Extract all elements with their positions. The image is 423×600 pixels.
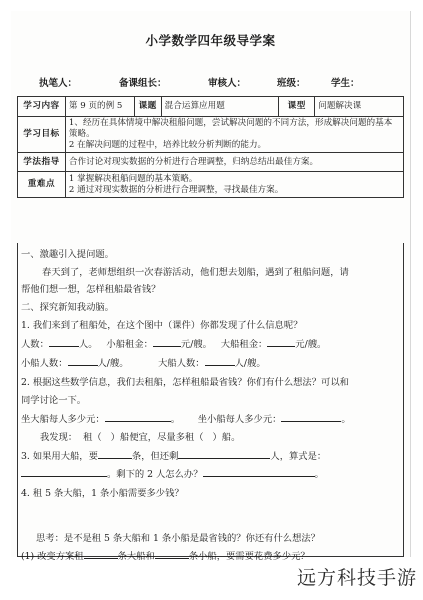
worksheet-page (11, 11, 411, 562)
class-field: 班级： (277, 78, 306, 89)
info-row-2 (21, 355, 266, 369)
remaining-people-blank[interactable] (178, 448, 270, 459)
big-boat-rent-unit: 元/艘。 (295, 339, 327, 350)
question-3-cont: 。剩下的 2 人怎么办？ 。 (21, 466, 324, 480)
section-1-heading: 一、激趣引入提问题。 (21, 249, 114, 260)
small-boat-capacity-label: 小船人数： (21, 358, 68, 369)
small-boat-per-person-blank[interactable] (281, 411, 341, 422)
small-boat-rent-blank[interactable] (153, 336, 181, 347)
remaining-answer-blank[interactable] (203, 466, 315, 477)
plan-change-row: (1) 改变方案租 条大船和 条小船，要需要花费多少元？ (21, 548, 310, 562)
per-person-cost-row: 坐大船每人多少元： 。 坐小船每人多少元： 。 (21, 411, 351, 425)
type-label: 课型 (279, 97, 315, 117)
big-boat-rent-blank[interactable] (267, 336, 295, 347)
method-label: 学法指导 (18, 153, 66, 172)
equation-blank[interactable] (21, 466, 107, 477)
question-1: 1. 我们来到了租船处，在这个图中（课件）你都发现了什么信息呢？ (21, 320, 303, 331)
student-field: 学生： (331, 78, 360, 89)
small-boat-capacity-blank[interactable] (68, 355, 98, 366)
big-boat-per-person-label: 坐大船每人多少元： (21, 414, 105, 425)
goals-value (65, 117, 403, 153)
topic-value: 混合运算应用题 (161, 97, 279, 117)
big-boat-capacity-label: 大船人数： (158, 358, 205, 369)
discovery-row: 我发现： 租（ ）船便宜，尽量多租（ ）船。 (40, 432, 241, 443)
worksheet-body (17, 243, 404, 562)
think-question: 思考：是不是租 5 条大船和 1 条小船是最省钱的？你还有什么想法？ (36, 533, 320, 544)
key-points-value (65, 172, 403, 198)
plan-small-boat-blank[interactable] (155, 548, 189, 559)
people-label: 人数： (21, 339, 49, 350)
question-2: 2. 根据这些数学信息，我们去租船，怎样租船最省钱？你们有什么想法？可以和 (21, 377, 349, 388)
content-value: 第 9 页的例 5 (65, 97, 134, 117)
small-boat-rent-label: 小船租金： (106, 339, 153, 350)
group-leader-field: 备课组长： (119, 78, 167, 89)
big-boat-count-blank[interactable] (98, 448, 132, 459)
people-unit: 人。 (78, 339, 98, 350)
watermark: 远方科技手游 (296, 567, 417, 589)
info-row-1 (21, 336, 326, 350)
discovery-label: 我发现： (40, 432, 78, 443)
question-3: 3. 如果用大船，要 条，但还剩 人，算式是： (21, 448, 326, 462)
content-label: 学习内容 (18, 97, 66, 117)
small-boat-rent-unit: 元/艘。 (180, 339, 212, 350)
goal-item: 2 在解决问题的过程中，培养比较分析判断的能力。 (68, 140, 267, 150)
goals-label: 学习目标 (18, 117, 66, 153)
method-value: 合作讨论对现实数据的分析进行合理调整，归纳总结出最佳方案。 (65, 153, 403, 172)
small-boat-capacity-unit: 人/艘。 (97, 358, 129, 369)
section-2-heading: 二、探究新知我动脑。 (21, 302, 114, 313)
big-boat-capacity-unit: 人/艘。 (234, 358, 266, 369)
intro-text-cont: 帮他们想一想，怎样租船最省钱？ (21, 284, 161, 295)
big-boat-rent-label: 大船租金： (220, 339, 268, 350)
page-title: 小学数学四年级导学案 (145, 33, 276, 48)
question-4: 4. 租 5 条大船，1 条小船需要多少钱？ (21, 488, 184, 499)
big-boat-per-person-blank[interactable] (105, 411, 171, 422)
small-boat-per-person-label: 坐小船每人多少元： (197, 414, 282, 425)
reviewer-field: 审核人： (208, 78, 247, 89)
type-value: 问题解决课 (315, 97, 404, 117)
people-blank[interactable] (49, 336, 79, 347)
question-2-cont: 同学讨论一下。 (21, 395, 87, 406)
author-field: 执笔人： (39, 78, 78, 89)
key-points-label: 重难点 (18, 172, 66, 198)
goal-item: 1、经历在具体情境中解决租船问题，尝试解决问题的不同方法，形成解决问题的基本策略。 (68, 118, 393, 139)
big-boat-capacity-blank[interactable] (205, 355, 235, 366)
key-point-item: 1 掌握解决租船问题的基本策略。 (68, 173, 198, 184)
lesson-info-table (17, 96, 404, 198)
topic-label: 课题 (134, 97, 161, 117)
intro-text: 春天到了，老师想组织一次春游活动，他们想去划船，遇到了租船问题，请 (42, 267, 349, 278)
plan-big-boat-blank[interactable] (84, 548, 118, 559)
key-point-item: 2 通过对现实数据的分析进行合理调整，寻找最佳方案。 (68, 184, 284, 195)
